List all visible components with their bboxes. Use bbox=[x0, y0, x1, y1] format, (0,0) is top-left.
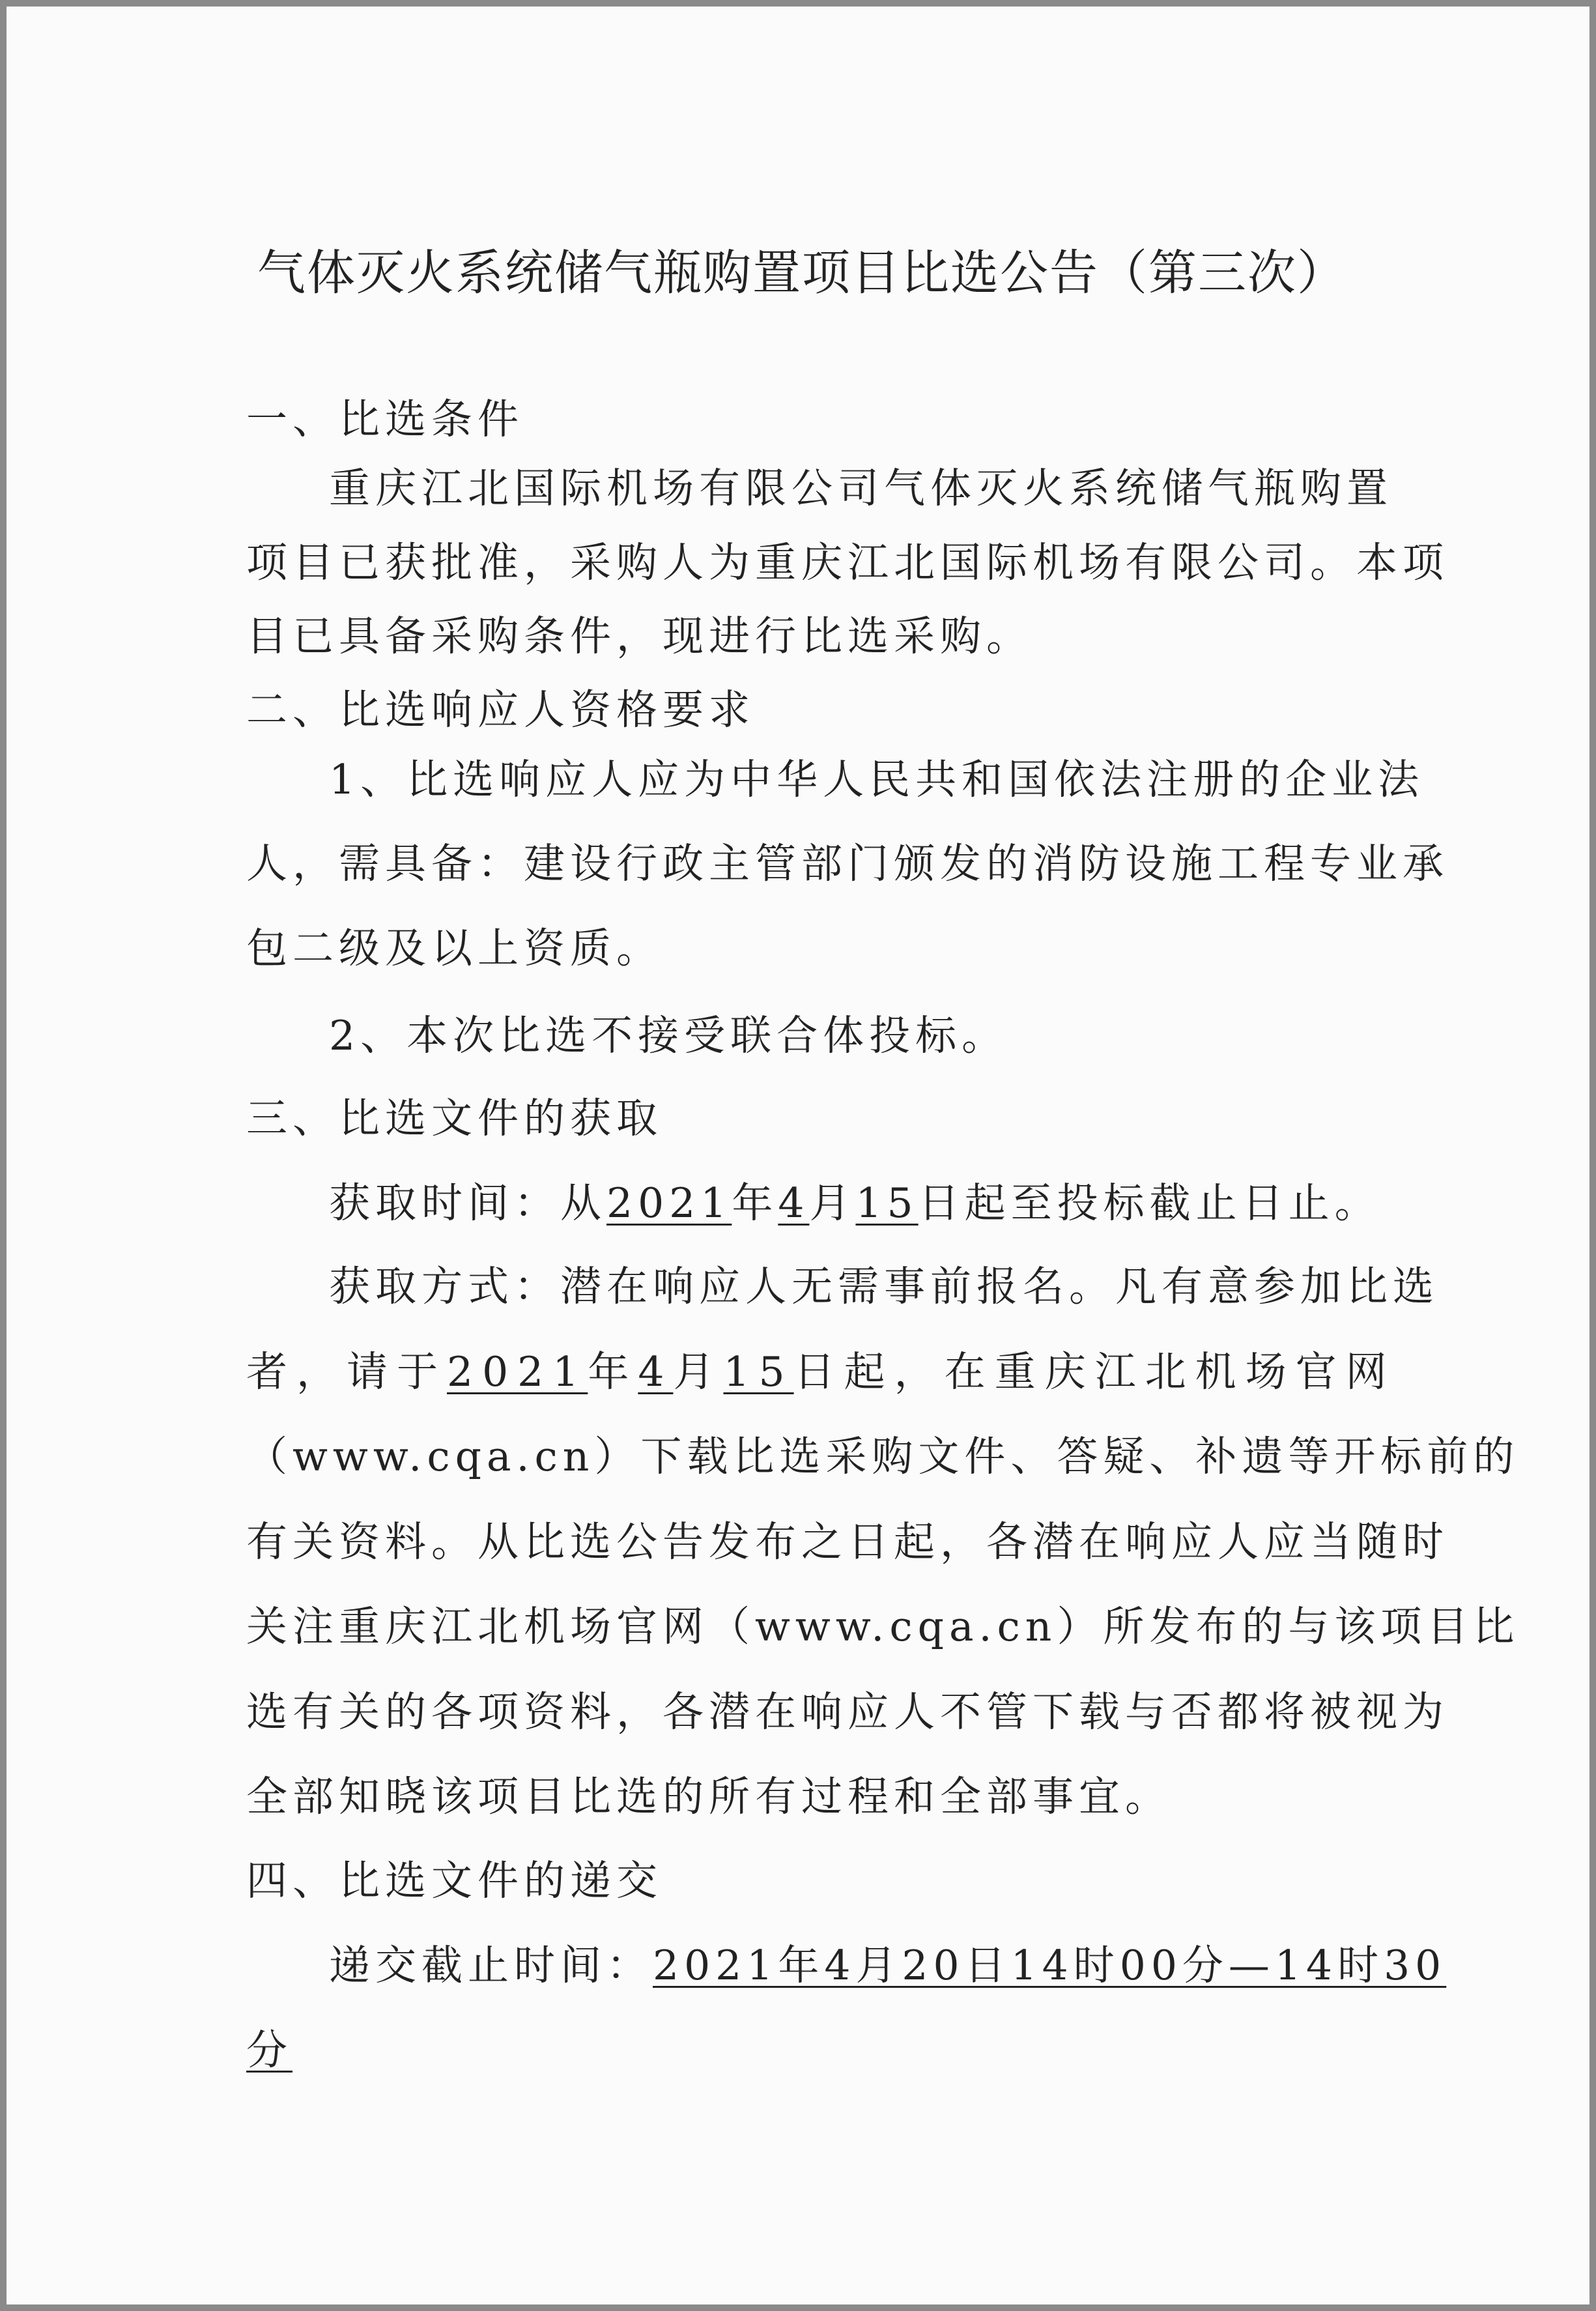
obtain-method-line-1: 获取方式：潜在响应人无需事前报名。凡有意参加比选 bbox=[329, 1263, 1439, 1310]
obtain-method-line-7: 全部知晓该项目比选的所有过程和全部事宜。 bbox=[246, 1773, 1171, 1820]
deadline-line bbox=[329, 1942, 1447, 1989]
obtain-method-prefix: 者，请于 bbox=[246, 1348, 447, 1396]
section-heading-4: 四、比选文件的递交 bbox=[246, 1857, 663, 1904]
obtain-time-month-unit: 月 bbox=[809, 1179, 856, 1227]
obtain-time-year: 2021 bbox=[606, 1179, 732, 1227]
obtain-method-line-6: 选有关的各项资料，各潜在响应人不管下载与否都将被视为 bbox=[246, 1688, 1449, 1736]
obtain-time-line bbox=[329, 1179, 1381, 1227]
obtain-method-year-unit: 年 bbox=[588, 1348, 638, 1396]
obtain-time-rest: 日起至投标截止日止。 bbox=[918, 1179, 1381, 1227]
obtain-method-line-2 bbox=[246, 1348, 1396, 1396]
section-2-line-2: 人，需具备：建设行政主管部门颁发的消防设施工程专业承 bbox=[246, 840, 1449, 887]
obtain-method-month-unit: 月 bbox=[673, 1348, 724, 1396]
obtain-time-day: 15 bbox=[855, 1179, 919, 1227]
section-1-line-3: 目已具备采购条件，现进行比选采购。 bbox=[246, 612, 1033, 660]
section-heading-3: 三、比选文件的获取 bbox=[246, 1095, 663, 1142]
section-2-line-1: 1、比选响应人应为中华人民共和国依法注册的企业法 bbox=[329, 756, 1425, 803]
document-title: 气体灭火系统储气瓶购置项目比选公告（第三次） bbox=[257, 245, 1347, 301]
section-2-line-3: 包二级及以上资质。 bbox=[246, 925, 663, 972]
obtain-time-month: 4 bbox=[778, 1179, 810, 1227]
deadline-tail bbox=[246, 2026, 292, 2074]
deadline-tail-text: 分 bbox=[246, 2026, 292, 2074]
obtain-method-day: 15 bbox=[723, 1348, 794, 1396]
section-1-line-2: 项目已获批准，采购人为重庆江北国际机场有限公司。本项 bbox=[246, 539, 1449, 586]
obtain-method-rest: 日起，在重庆江北机场官网 bbox=[793, 1348, 1396, 1396]
obtain-time-label: 获取时间：从 bbox=[329, 1179, 606, 1227]
obtain-method-line-4: 有关资料。从比选公告发布之日起，各潜在响应人应当随时 bbox=[246, 1518, 1449, 1566]
section-heading-2: 二、比选响应人资格要求 bbox=[246, 686, 755, 734]
obtain-method-year: 2021 bbox=[447, 1348, 588, 1396]
deadline-label: 递交截止时间： bbox=[329, 1942, 653, 1989]
section-1-line-1: 重庆江北国际机场有限公司气体灭火系统储气瓶购置 bbox=[329, 465, 1393, 512]
obtain-method-line-5: 关注重庆江北机场官网（www.cqa.cn）所发布的与该项目比 bbox=[246, 1603, 1520, 1650]
obtain-method-line-3: （www.cqa.cn）下载比选采购文件、答疑、补遗等开标前的 bbox=[246, 1433, 1520, 1480]
obtain-method-month: 4 bbox=[638, 1348, 674, 1396]
scanned-page bbox=[7, 7, 1589, 2304]
deadline-value: 2021年4月20日14时00分—14时30 bbox=[653, 1942, 1447, 1989]
section-2-line-4: 2、本次比选不接受联合体投标。 bbox=[329, 1012, 1008, 1059]
obtain-time-year-unit: 年 bbox=[732, 1179, 778, 1227]
section-heading-1: 一、比选条件 bbox=[246, 395, 524, 443]
